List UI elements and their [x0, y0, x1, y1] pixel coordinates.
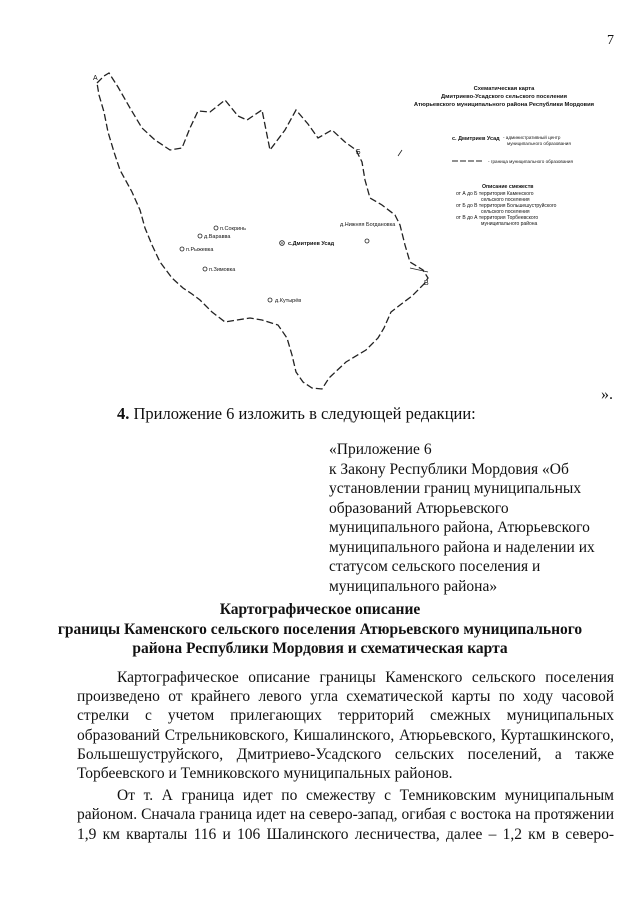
- svg-text:д.Нижняя Богдановка: д.Нижняя Богдановка: [340, 222, 396, 228]
- appendix-line: муниципального района, Атюрьевского: [329, 519, 590, 536]
- svg-text:д.Кутырёв: д.Кутырёв: [275, 298, 302, 304]
- paragraph-2: [77, 786, 614, 844]
- svg-text:от А до Б территория Каменско: от А до Б территория Каменского: [456, 191, 534, 197]
- appendix-line: образований Атюрьевского: [329, 499, 509, 517]
- svg-text:муниципального района: муниципального района: [481, 221, 538, 227]
- appendix-line: муниципального района»: [329, 577, 498, 595]
- text-line: стрелки с учетом прилегающих территорий смежных муниципальных: [77, 707, 614, 725]
- paragraph-1: [77, 668, 614, 783]
- map-title-1: Схематическая карта: [473, 86, 535, 92]
- heading-line: района Республики Мордовия и схематическая карта: [132, 640, 508, 657]
- schematic-map: [0, 0, 640, 400]
- quote-close: ».: [601, 386, 613, 403]
- appendix-line: установлении границ муниципальных: [329, 480, 582, 497]
- map-boundary: [97, 73, 428, 389]
- svg-text:с.Дмитриев Усад: с.Дмитриев Усад: [288, 241, 335, 247]
- svg-text:д.Варавва: д.Варавва: [204, 234, 231, 240]
- settlement-ryzhevka: [180, 247, 214, 253]
- section-heading: [0, 600, 640, 659]
- svg-text:- граница муниципального образ: - граница муниципального образования: [488, 159, 573, 164]
- svg-text:Описание смежеств: Описание смежеств: [482, 184, 534, 190]
- text-line: образований Стрельниковского, Кишалинского, Атюрьевского, Курташкинского,: [77, 726, 614, 744]
- svg-text:от В до А территория Торбеевс: от В до А территория Торбеевского: [456, 215, 539, 221]
- map-point-b: Б: [356, 149, 361, 156]
- map-point-v: В: [424, 280, 429, 287]
- appendix-header: [329, 440, 629, 596]
- appendix-line: муниципального района и наделении их: [329, 538, 595, 556]
- text-line: Картографическое описание границы Каменского сельского поселения: [117, 669, 614, 686]
- text-line: Торбеевского и Темниковского муниципальных районов.: [77, 765, 453, 783]
- item-4-text: Приложение 6 изложить в следующей редакции:: [129, 404, 476, 423]
- settlement-kutyrev: [268, 298, 301, 304]
- item-4-number: 4.: [117, 404, 130, 423]
- settlement-zimovka: [203, 267, 236, 273]
- svg-text:сельского поселения: сельского поселения: [481, 209, 530, 215]
- appendix-line: статусом сельского поселения и: [329, 558, 541, 575]
- svg-text:п.Зимовка: п.Зимовка: [209, 267, 236, 273]
- text-line: Большешуструйского, Дмитриево-Усадского сельских поселений, а также: [77, 745, 614, 763]
- appendix-line: к Закону Республики Мордовия «Об: [329, 460, 569, 478]
- text-line: От т. А граница идет по смежеству с Темниковским муниципальным: [117, 787, 614, 805]
- svg-text:муниципального образования: муниципального образования: [507, 141, 571, 146]
- svg-text:от Б до В территория Большешу: от Б до В территория Большешуструйского: [456, 203, 557, 209]
- map-title-3: Атюрьевского муниципального района Республики Мордовия: [413, 102, 595, 108]
- heading-line: границы Каменского сельского поселения Атюрьевского муниципального: [57, 620, 583, 638]
- heading-line: Картографическое описание: [219, 601, 421, 618]
- text-line: 1,9 км кварталы 116 и 106 Шалинского лесничества, далее – 1,2 км в северо-: [77, 825, 614, 843]
- svg-text:п.Рыжевка: п.Рыжевка: [186, 247, 214, 253]
- settlement-varavva: [198, 234, 231, 240]
- svg-text:с. Дмитриев Усад: с. Дмитриев Усад: [452, 136, 500, 142]
- map-legend: [452, 134, 573, 227]
- map-title-2: Дмитриево-Усадского сельского поселения: [440, 94, 568, 100]
- appendix-line: «Приложение 6: [329, 441, 432, 458]
- svg-text:сельского поселения: сельского поселения: [481, 197, 530, 203]
- map-point-a: А: [93, 75, 98, 82]
- svg-text:п.Сокринь: п.Сокринь: [220, 226, 246, 232]
- svg-text:- административный центр: - административный центр: [503, 135, 561, 140]
- settlement-nizhnyaya-bogdanovka: [340, 222, 396, 243]
- page-number: 7: [607, 33, 614, 48]
- settlement-sokrin: [214, 226, 246, 232]
- item-4: [117, 404, 476, 424]
- settlement-dmitriev-usad: [280, 241, 335, 247]
- body-text: [77, 668, 614, 847]
- text-line: районом. Сначала граница идет на северо-запад, огибая с востока на протяжении: [77, 806, 614, 824]
- text-line: произведено от крайнего левого угла схематической карты по ходу часовой: [77, 688, 614, 706]
